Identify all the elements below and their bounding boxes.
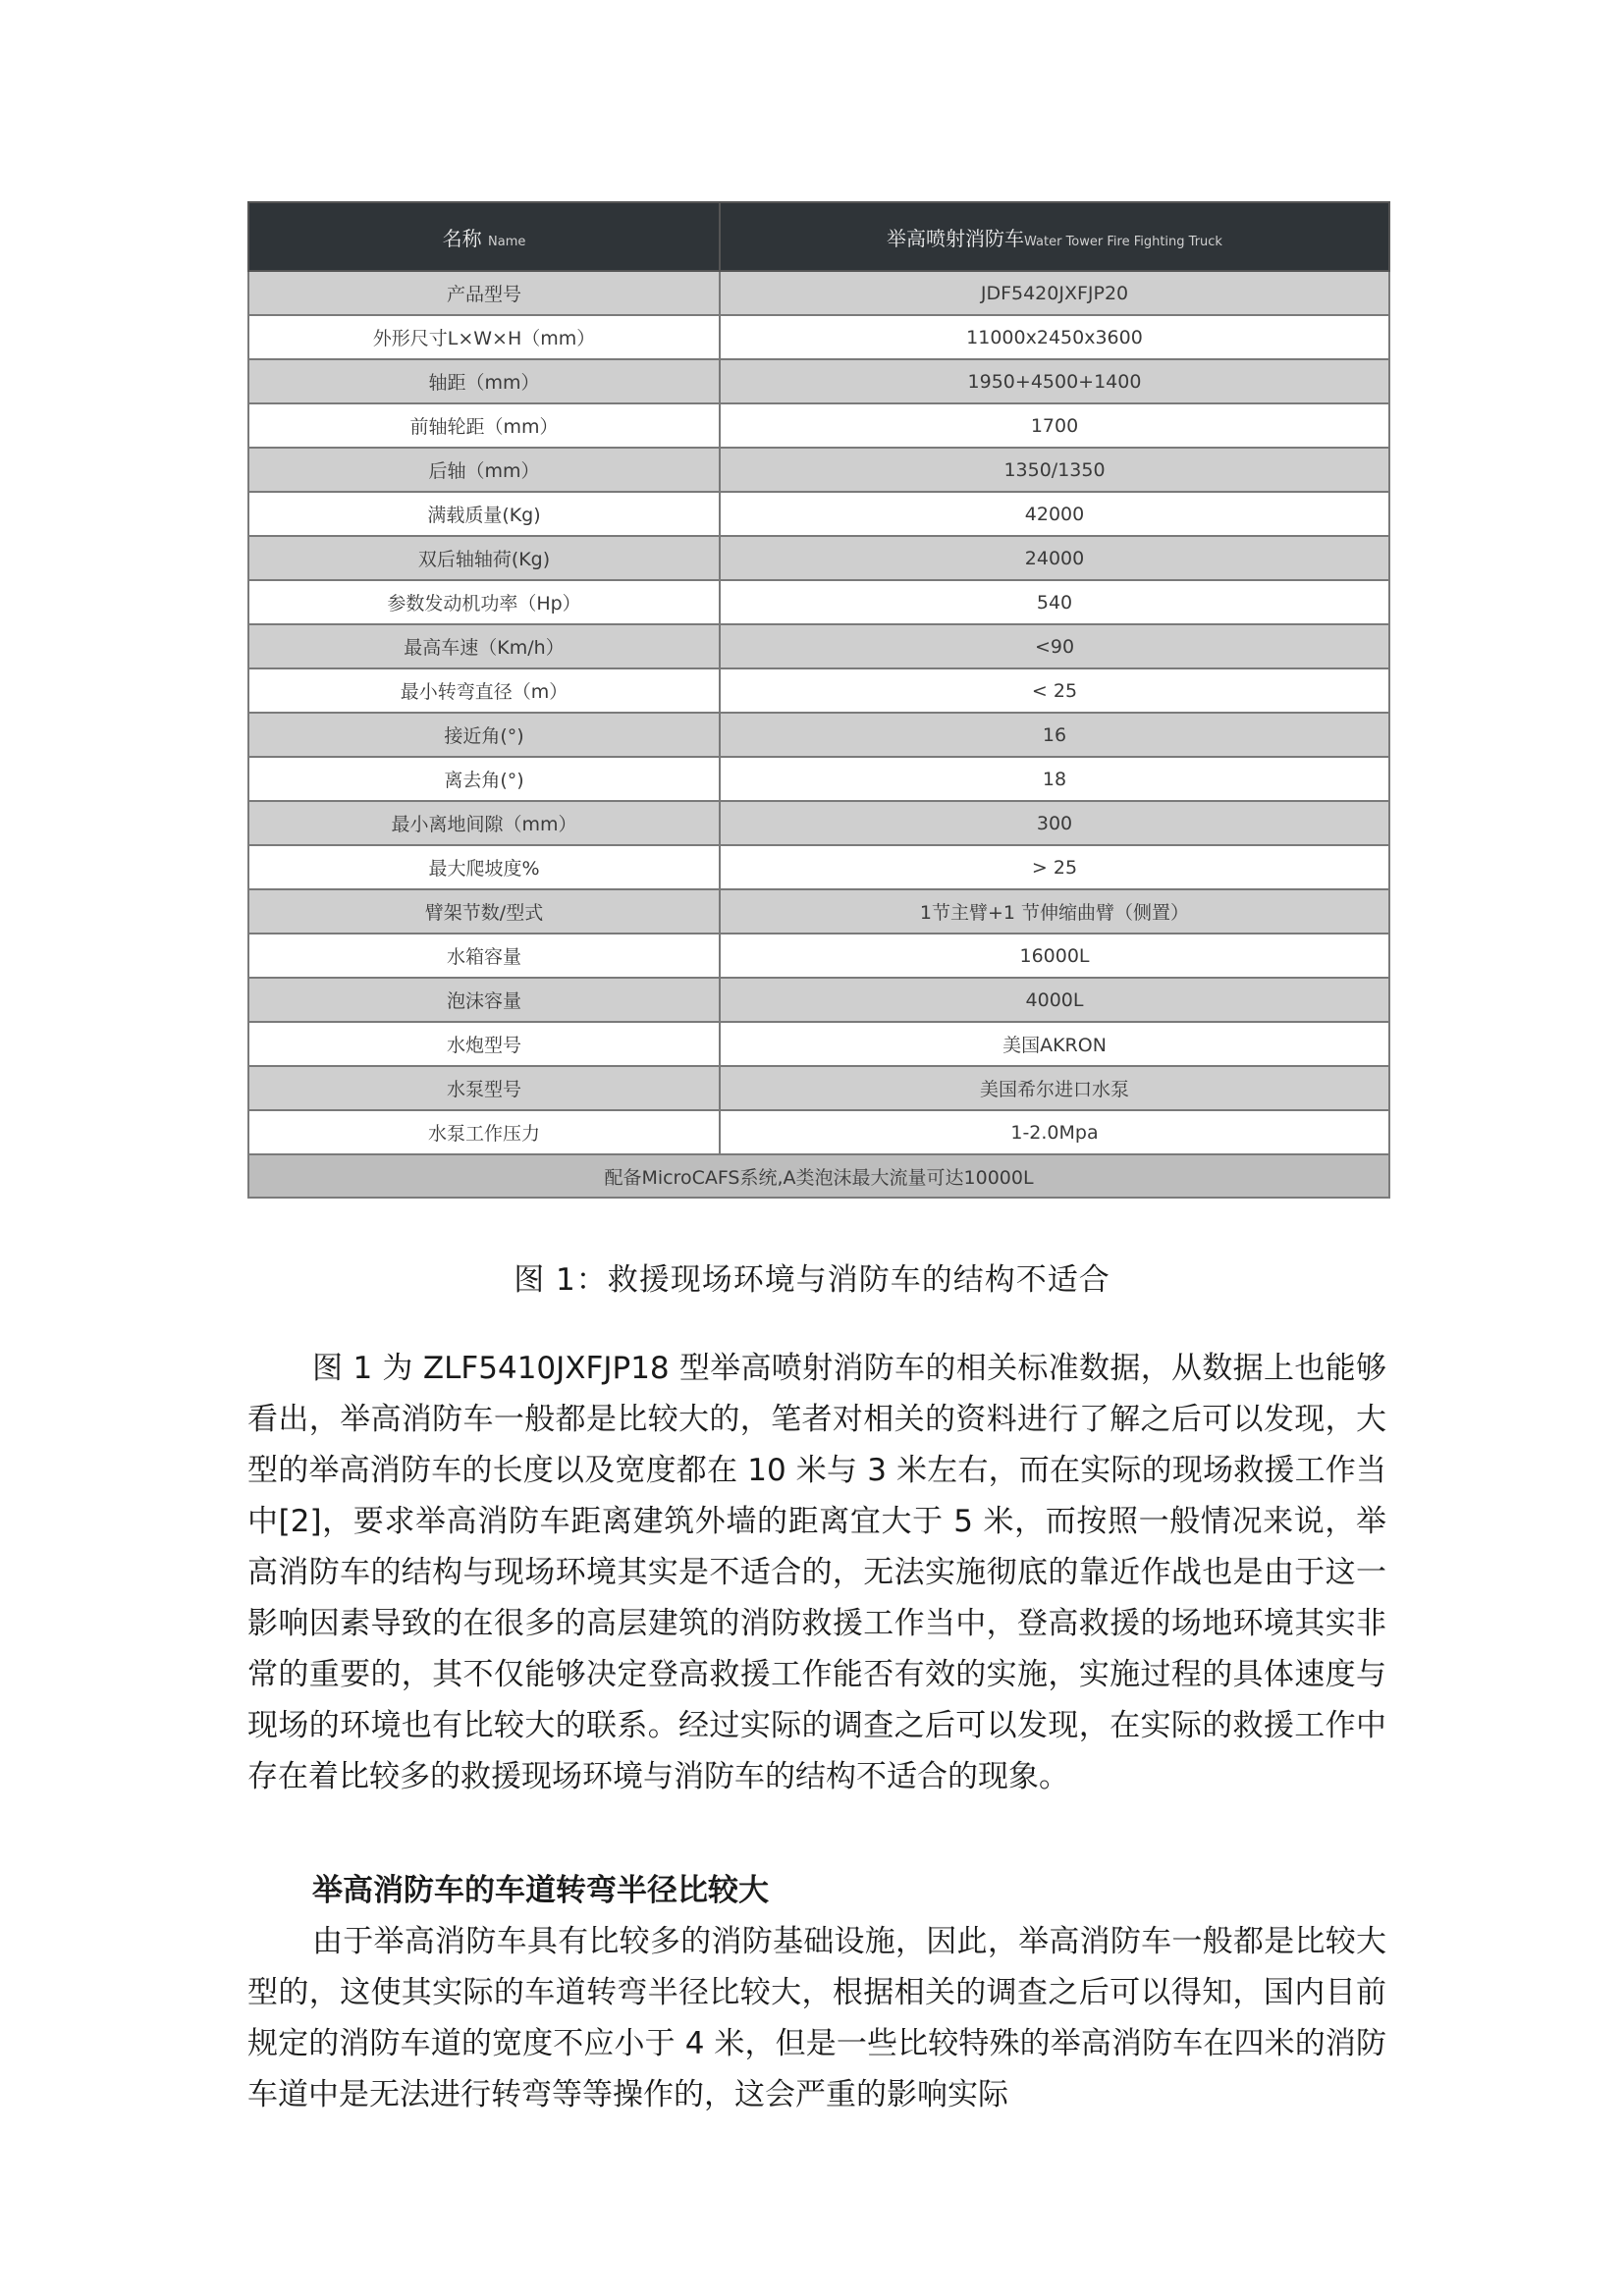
row-label: 泡沫容量 (248, 978, 720, 1022)
row-value: < 25 (720, 668, 1389, 713)
table-row (248, 934, 1389, 978)
table-row (248, 757, 1389, 801)
row-label: 水箱容量 (248, 934, 720, 978)
row-value: 24000 (720, 536, 1389, 580)
row-label: 最小转弯直径（m） (248, 668, 720, 713)
row-label: 离去角(°) (248, 757, 720, 801)
row-value: 美国AKRON (720, 1022, 1389, 1066)
header-name-cn: 名称 (442, 226, 482, 250)
row-value: JDF5420JXFJP20 (720, 271, 1389, 315)
table-row (248, 889, 1389, 934)
row-value: > 25 (720, 845, 1389, 889)
row-value: 美国希尔进口水泵 (720, 1066, 1389, 1110)
figure-caption: 图 1：救援现场环境与消防车的结构不适合 (514, 1262, 1110, 1298)
row-label: 产品型号 (248, 271, 720, 315)
row-label: 外形尺寸L×W×H（mm） (248, 315, 720, 359)
table-footnote-row (248, 1154, 1389, 1198)
header-name-en: Name (488, 234, 526, 249)
row-value: 16000L (720, 934, 1389, 978)
row-label: 水泵型号 (248, 1066, 720, 1110)
row-value: 18 (720, 757, 1389, 801)
header-name-cell (248, 202, 720, 271)
row-value: 300 (720, 801, 1389, 845)
row-value: 540 (720, 580, 1389, 624)
table-header-row (248, 202, 1389, 271)
spec-table (247, 201, 1390, 1199)
row-label: 前轴轮距（mm） (248, 403, 720, 448)
row-value: 1950+4500+1400 (720, 359, 1389, 403)
row-label: 满载质量(Kg) (248, 492, 720, 536)
table-row (248, 845, 1389, 889)
row-value: 42000 (720, 492, 1389, 536)
table-row (248, 624, 1389, 668)
table-row (248, 448, 1389, 492)
table-row (248, 1022, 1389, 1066)
row-label: 参数发动机功率（Hp） (248, 580, 720, 624)
table-row (248, 315, 1389, 359)
table-row (248, 536, 1389, 580)
table-row (248, 271, 1389, 315)
row-label: 接近角(°) (248, 713, 720, 757)
section-heading: 举高消防车的车道转弯半径比较大 (312, 1873, 769, 1908)
table-row (248, 1066, 1389, 1110)
table-row (248, 668, 1389, 713)
row-value: 1-2.0Mpa (720, 1110, 1389, 1154)
paragraph-1: 图 1 为 ZLF5410JXFJP18 型举高喷射消防车的相关标准数据，从数据上也能够看出，举高消防车一般都是比较大的，笔者对相关的资料进行了解之后可以发现，大型的举高消防车的长度以及宽度都在 10 米与 3 米左右，而在实际的现场救援工作当中[2]，要求举高消防车距离建筑外墙的距离宜大于 5 米，而按照一般情况来说，举高消防车的结构与现场环境其实是不适合的，无法实施彻底的靠近作战也是由于这一影响因素导致的在很多的高层建筑的消防救援工作当中，登高救援的场地环境其实非常的重要的，其不仅能够决定登高救援工作能否有效的实施，实施过程的具体速度与现场的环境也有比较大的联系。经过实际的调查之后可以发现，在实际的救援工作中存在着比较多的救援现场环境与消防车的结构不适合的现象。 (247, 1351, 1386, 1794)
row-label: 后轴（mm） (248, 448, 720, 492)
row-label: 水泵工作压力 (248, 1110, 720, 1154)
table-row (248, 580, 1389, 624)
row-value: 4000L (720, 978, 1389, 1022)
table-row (248, 1110, 1389, 1154)
table-row (248, 403, 1389, 448)
row-label: 水炮型号 (248, 1022, 720, 1066)
table-footnote: 配备MicroCAFS系统,A类泡沫最大流量可达10000L (248, 1154, 1389, 1198)
row-value: 16 (720, 713, 1389, 757)
table-row (248, 359, 1389, 403)
table-row (248, 492, 1389, 536)
row-value: <90 (720, 624, 1389, 668)
row-value: 1700 (720, 403, 1389, 448)
header-value-cell (720, 202, 1389, 271)
row-label: 最小离地间隙（mm） (248, 801, 720, 845)
row-label: 双后轴轴荷(Kg) (248, 536, 720, 580)
row-label: 最高车速（Km/h） (248, 624, 720, 668)
header-value-en: Water Tower Fire Fighting Truck (1024, 234, 1222, 249)
row-value: 1350/1350 (720, 448, 1389, 492)
table-row (248, 801, 1389, 845)
row-label: 轴距（mm） (248, 359, 720, 403)
table-row (248, 978, 1389, 1022)
paragraph-2: 由于举高消防车具有比较多的消防基础设施，因此，举高消防车一般都是比较大型的，这使其实际的车道转弯半径比较大，根据相关的调查之后可以得知，国内目前规定的消防车道的宽度不应小于 4 米，但是一些比较特殊的举高消防车在四米的消防车道中是无法进行转弯等等操作的，这会严重的影响实际 (247, 1924, 1386, 2112)
header-value-cn: 举高喷射消防车 (887, 226, 1025, 250)
row-value: 1节主臂+1 节伸缩曲臂（侧置） (720, 889, 1389, 934)
row-label: 臂架节数/型式 (248, 889, 720, 934)
row-value: 11000x2450x3600 (720, 315, 1389, 359)
table-row (248, 713, 1389, 757)
row-label: 最大爬坡度% (248, 845, 720, 889)
